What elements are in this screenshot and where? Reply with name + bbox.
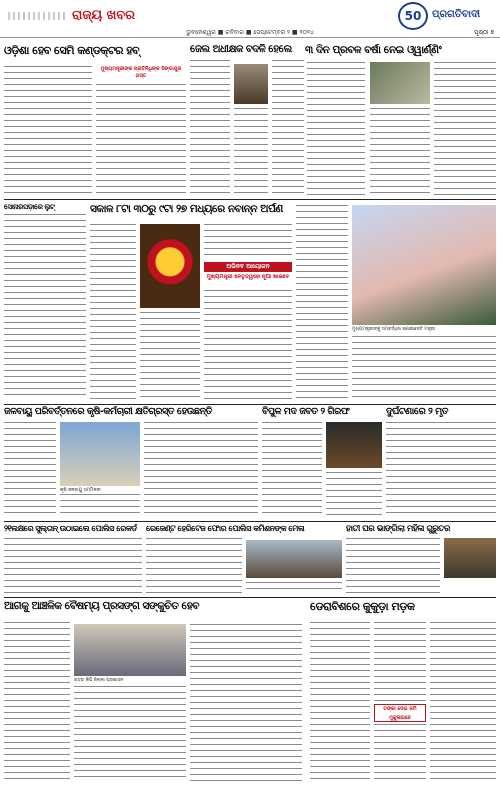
- article-text: [96, 84, 186, 196]
- masthead-ornament: [8, 12, 68, 20]
- article-text: [246, 582, 342, 594]
- article-text: [434, 62, 496, 196]
- highlight-box: ଅଭିନବ ଆୟୋଜନ: [204, 262, 292, 272]
- article-text: [190, 624, 302, 782]
- headline-accident: ଦୁର୍ଘଟଣାରେ ୨ ମୃତ: [386, 406, 449, 417]
- article-text: [204, 290, 292, 400]
- meeting-photo: [74, 624, 186, 676]
- headline-sonarpada: ସୋନାରପଡ଼ାରେ ଲୁଟ୍: [4, 203, 55, 211]
- article-text: [60, 494, 140, 518]
- divider: [4, 404, 496, 405]
- headline-regional-disparity: ଆଗକୁ ଆଞ୍ଚଳିକ ବୈଷମ୍ୟ ପ୍ରସଙ୍ଗ ସଙ୍କୁଚିତ ହେବ: [4, 600, 199, 612]
- article-text: [346, 538, 440, 594]
- section-title: ରାଜ୍ୟ ଖବର: [72, 8, 136, 23]
- headline-police-mela: ରେଜେଣ୍ଟ ହେରିଟେଜ ଫୋର ପୋଲିସ କମିଶନଙ୍କ ମେଳା: [146, 524, 305, 533]
- conference-photo: [60, 422, 140, 486]
- portrait-photo: [234, 64, 268, 104]
- highlight-subhead: ମୁଖ୍ୟମନ୍ତ୍ରୀ ନେତୃତ୍ୱରେ ନୂଆ ଖାଇବେ: [206, 274, 290, 280]
- headline-sultan: ୨୧ଲକ୍ଷରେ ସୁଲ୍ତାନ୍ ଉଠାଇଲେ ପୋଲିସ ରେକର୍ଡ: [4, 524, 137, 533]
- article-text: [90, 224, 136, 400]
- article-text: [326, 472, 382, 518]
- article-text: [74, 686, 186, 782]
- article-text: [146, 538, 242, 594]
- article-text: [204, 224, 292, 260]
- headline-jail: ଜେଲ ଅଧୀକ୍ଷକ ବଦଳି ହେଲେ: [190, 44, 292, 55]
- headline-nabanna: ସକାଳ ୮ଟା ୩୦ରୁ ୯ଟା ୨୭ ମଧ୍ୟରେ ନବାନ୍ନ ଅର୍ପଣ: [90, 203, 283, 215]
- liquor-photo: [326, 422, 382, 468]
- headline-liquor-seized: ବିପୁଳ ମଦ ଜବତ ୨ ଗିରଫ: [262, 406, 350, 417]
- article-text: [140, 312, 200, 400]
- article-text: [4, 622, 70, 782]
- article-text: [4, 214, 86, 400]
- elephant-photo: [444, 538, 496, 578]
- headline-elephant: ହାତୀ ଘର ଭାଙ୍ଗିଲା ମହିଳା ଗୁରୁତର: [346, 524, 450, 534]
- page-number: ପୃଷ୍ଠା ୭: [474, 29, 494, 36]
- article-text: [234, 108, 268, 196]
- police-photo: [246, 540, 342, 578]
- article-text: [370, 108, 430, 196]
- article-text: [190, 60, 230, 196]
- dateline: ଭୁବନେଶ୍ୱର ■ ରବିବାର ■ ସେପ୍ଟେମ୍ବର ୨ ■ ୨୦୨୪: [0, 28, 500, 38]
- headline-climate: ଜଳବାୟୁ ପରିବର୍ତ୍ତନରେ କୃଷି-କର୍ମଚାରୀ କ୍ଷତିଗ୍ରସ୍ତ ହେଉଛନ୍ତି: [4, 406, 212, 417]
- deity-photo: [140, 224, 200, 308]
- photo-caption: ରାତ୍ର କିପି ଜିଲ୍ଲା ପ୍ରଶାସନ: [74, 678, 124, 683]
- article-text: [144, 422, 258, 518]
- cm-felicitation-photo: [352, 205, 496, 325]
- article-text: [307, 62, 365, 196]
- article-text: [352, 336, 496, 400]
- article-text: [272, 60, 304, 196]
- headline-semiconductor: ଓଡ଼ିଶା ହେବ ସେମି କଣ୍ଡକ୍ଟର ହବ୍: [4, 44, 140, 57]
- article-text: [262, 422, 322, 518]
- highlight-box: ଟଙ୍କା ଦେଇ ଜମି ମୁକୁଳାଇବେ: [374, 704, 426, 722]
- article-text: [4, 422, 56, 518]
- article-text: [374, 724, 426, 782]
- article-text: [374, 622, 426, 702]
- article-text: [430, 622, 496, 782]
- article-text: [4, 538, 142, 594]
- article-text: [4, 66, 92, 196]
- subheadline: ମୁଖ୍ୟମନ୍ତ୍ରୀଙ୍କ ପ୍ରତିନିଧିଙ୍କ ସିଙ୍ଗାପୁର ଗସ୍ତ: [100, 66, 182, 79]
- article-text: [310, 622, 370, 782]
- photo-caption: କୃଷି ଜଳବାୟୁ ସମ୍ମିଳନୀ: [60, 488, 101, 493]
- headline-bird-flu: ଡେରାବିଶରେ କୁକୁଡ଼ା ମଡ଼କ: [310, 600, 415, 613]
- headline-rain-warning: ୩ ଦିନ ପ୍ରବଳ ବର୍ଷା ନେଇ ଓ୍ୱାର୍ଣ୍ଣିଂ: [305, 44, 442, 56]
- divider: [4, 521, 496, 522]
- photo-caption: ମୁଖ୍ୟମନ୍ତ୍ରୀଙ୍କୁ ସମ୍ବର୍ଦ୍ଧନା ଜଣାଇଛନ୍ତି ମନ୍ତ୍ରୀ: [352, 327, 436, 332]
- rain-photo: [370, 62, 430, 104]
- anniversary-badge: 50: [398, 2, 428, 30]
- divider: [4, 199, 496, 200]
- article-text: [296, 205, 348, 400]
- brand-logo: ପ୍ରଗତିବାଦୀ: [432, 9, 481, 20]
- article-text: [386, 422, 496, 518]
- divider: [4, 597, 496, 598]
